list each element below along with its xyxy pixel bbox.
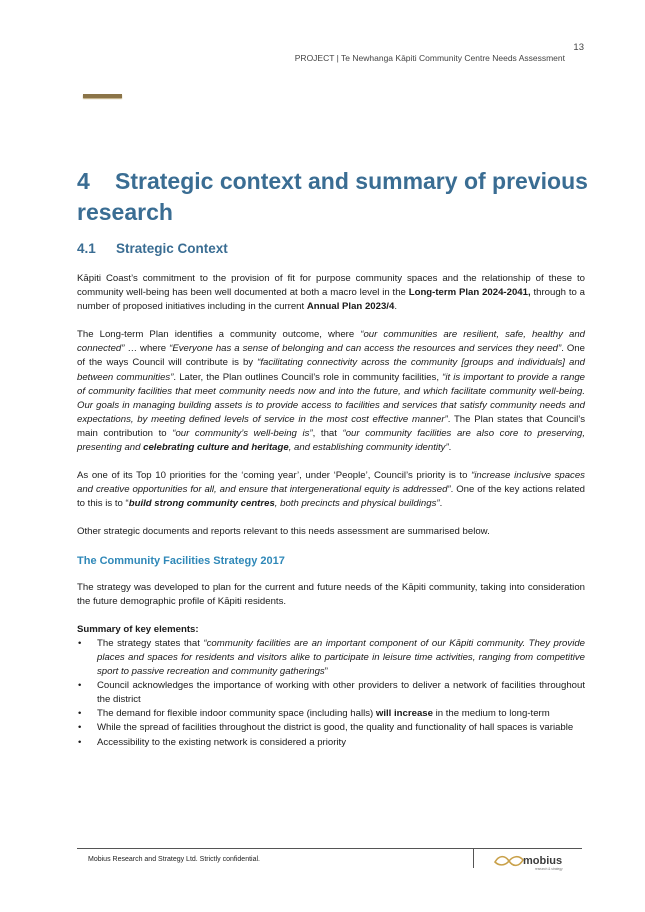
ltp-reference: Long-term Plan 2024-2041,: [408, 287, 531, 299]
list-item: • Accessibility to the existing network is considered a priority: [77, 736, 585, 750]
key-elements-list: [77, 637, 585, 750]
strategy-heading: The Community Facilities Strategy 2017: [77, 554, 285, 567]
list-item: • The strategy states that “community facilities are an important component of our Kāpiti community. They provide places and spaces for residents and visitors alike to participate in leisure time activities, ranging from competitive sport to passive recreation and community gatherings”: [78, 637, 585, 678]
paragraph-intro: Kāpiti Coast’s commitment to the provision of fit for purpose community spaces and the relationship of these to community well-being has been well documented at both a macro level in the Long-term Plan 2024-2041, through to a number of proposed initiatives including in the current Annual Plan 2023/4.: [77, 273, 585, 313]
strategy-intro: The strategy was developed to plan for the current and future needs of the Kāpiti community, taking into consideration the future demographic profile of Kāpiti residents.: [77, 581, 585, 607]
body-content: [77, 272, 585, 750]
paragraph-other-documents: Other strategic documents and reports relevant to this needs assessment are summarised below.: [77, 526, 490, 538]
annual-plan-reference: Annual Plan 2023/4: [306, 301, 395, 313]
logo-text: mobius: [523, 855, 563, 867]
list-item: • Council acknowledges the importance of working with other providers to deliver a network of facilities throughout the district: [78, 680, 585, 706]
footer-divider: [473, 849, 474, 868]
list-item: • While the spread of facilities throughout the district is good, the quality and functionality of hall spaces is variable: [77, 721, 585, 735]
page-number: 13: [573, 42, 584, 53]
bullet-icon: •: [78, 708, 82, 720]
list-item: • The demand for flexible indoor community space (including halls) will increase in the medium to long-term: [77, 707, 585, 721]
footer-rule: [77, 848, 582, 849]
paragraph-long-term-plan: The Long-term Plan identifies a community outcome, where “our communities are resilient, safe, healthy and connected” … where “Everyone has a sense of belonging and can access the resources and services they need”. One of the ways Council will contribute is by “facilitating connectivity across the community [groups and individuals] and between communities”. Later, the Plan outlines Council’s role in community facilities, “it is important to provide a range of community facilities that meet community needs now and into the future, and which facilitate community well-being. Our goals in managing building assets is to provide access to facilities and services that satisfy community needs and expectations, by meeting defined levels of service in the most cost effective manner”. The Plan states that Council’s main contribution to “our community’s well-being is”, that “our community facilities are also core to preserving, presenting and celebrating culture and heritage, and establishing community identity”.: [77, 329, 586, 454]
accent-bar: [83, 94, 122, 98]
footer-text: Mobius Research and Strategy Ltd. Strictly confidential.: [88, 856, 260, 863]
paragraph-top-priorities: As one of its Top 10 priorities for the ‘coming year’, under ‘People’, Council’s priority is to “increase inclusive spaces and creative opportunities for all, and ensure that intergenerational equity is addressed”. One of the key actions related to this is to “build strong community centres, both precincts and physical buildings”.: [77, 470, 586, 510]
bullet-icon: •: [78, 736, 82, 748]
chapter-number: 4: [77, 168, 90, 194]
section-title-text: Strategic Context: [116, 241, 228, 256]
running-header: PROJECT | Te Newhanga Kāpiti Community Centre Needs Assessment: [294, 53, 565, 63]
section-number: 4.1: [77, 241, 96, 256]
logo-tagline: research & strategy: [535, 867, 563, 871]
chapter-title-text: Strategic context and summary of previous research: [77, 168, 588, 225]
section-heading: [77, 241, 228, 256]
logo-swirl-icon: [495, 857, 523, 866]
mobius-logo: [493, 851, 573, 871]
summary-label: Summary of key elements:: [77, 623, 199, 635]
bullet-icon: •: [78, 637, 82, 649]
chapter-title: [77, 166, 607, 228]
bullet-icon: •: [78, 680, 82, 692]
bullet-icon: •: [78, 722, 82, 734]
